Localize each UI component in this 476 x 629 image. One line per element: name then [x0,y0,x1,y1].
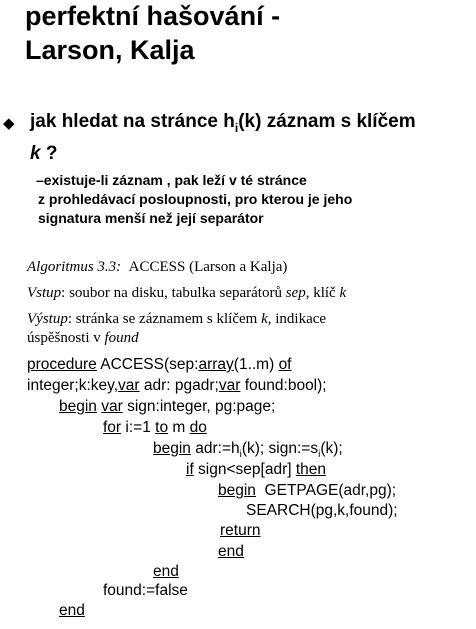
kw-of: of [278,356,292,373]
code-l1-a: ACCESS(sep: [96,356,199,373]
algorithm-output [27,311,326,328]
bullet-diamond-icon: ◆ [3,115,15,132]
kw-return: return [220,522,261,539]
code-line-4 [103,419,207,437]
code-l7-rest: GETPAGE(adr,pg); [255,482,397,499]
algorithm-input [27,285,346,302]
code-line-3 [59,398,275,416]
bullet-text-qmark: ? [40,143,58,164]
kw-begin-1: begin [59,398,97,415]
subpoint-line3: signatura menší než její separátor [38,210,264,226]
bullet-text-a: jak hledat na stránce h [30,111,235,132]
input-text-b: , klíč [305,285,340,301]
code-l5-sub2: i [318,449,321,461]
output-line2-a: úspěšnosti v [27,330,105,346]
kw-for: for [103,419,122,436]
output-var-found: found [104,330,139,346]
input-text-a: : soubor na disku, tabulka separátorů [61,285,286,301]
algorithm-label: Algoritmus 3.3: [27,259,122,275]
code-l4-b: m [168,419,190,436]
input-var-k: k [339,285,347,301]
code-line-12: found:=false [103,582,188,599]
code-l5-c: (k); [320,440,343,457]
kw-then: then [295,461,327,478]
algorithm-name: ACCESS (Larson a Kalja) [128,259,288,275]
code-l6-a: sign<sep[adr] [193,461,296,478]
kw-end-1: end [218,543,244,560]
code-line-10 [218,543,244,561]
code-l2-a: integer;k:key, [27,377,119,394]
input-label: Vstup [27,285,62,301]
bullet-sub-i: i [234,120,239,135]
kw-to: to [155,419,169,436]
output-text-a: : stránka se záznamem s klíčem [67,311,262,327]
code-line-13 [59,602,85,620]
kw-var-2: var [218,377,241,394]
algorithm-caption [27,259,287,276]
code-line-5 [153,440,343,460]
kw-if: if [186,461,194,478]
code-line-2 [27,377,327,395]
output-label: Výstup [27,311,68,327]
code-l3-rest: sign:integer, pg:page; [122,398,276,415]
algorithm-output-line2 [27,330,139,347]
kw-array: array [198,356,234,373]
code-l5-sub1: i [239,449,242,461]
code-line-7 [218,482,396,500]
code-l1-b: (1..m) [233,356,279,373]
output-var-k: k [261,311,268,327]
kw-do: do [189,419,207,436]
bullet-text-line2 [30,143,57,165]
slide-title-line2: Larson, Kalja [25,35,195,65]
kw-begin-3: begin [218,482,256,499]
code-line-6 [186,461,326,479]
subpoint-line1: –existuje-li záznam , pak leží v té stránce [36,172,307,188]
code-l5-a: adr:=h [190,440,240,457]
slide-title-line1: perfektní hašování - [25,1,281,31]
kw-end-2: end [153,563,179,580]
code-line-9 [220,522,261,540]
kw-procedure: procedure [27,356,97,373]
code-l5-b: (k); sign:=s [241,440,319,457]
code-line-11 [153,563,179,581]
kw-end-3: end [59,602,85,619]
code-l2-b: adr: pgadr; [139,377,219,394]
subpoint-line2: z prohledávací posloupnosti, pro kterou je jeho [38,191,353,207]
kw-var-3: var [101,398,123,415]
input-var-sep: sep [285,285,306,301]
code-l2-c: found:bool); [240,377,327,394]
code-line-1 [27,356,292,374]
bullet-text-b: (k) záznam s klíčem [238,111,416,132]
bullet-text-line1 [30,111,416,135]
code-line-8: SEARCH(pg,k,found); [246,502,398,519]
code-l4-a: i:=1 [121,419,156,436]
kw-var-1: var [118,377,140,394]
output-text-b: , indikace [267,311,327,327]
kw-begin-2: begin [153,440,191,457]
bullet-var-k: k [30,143,41,164]
